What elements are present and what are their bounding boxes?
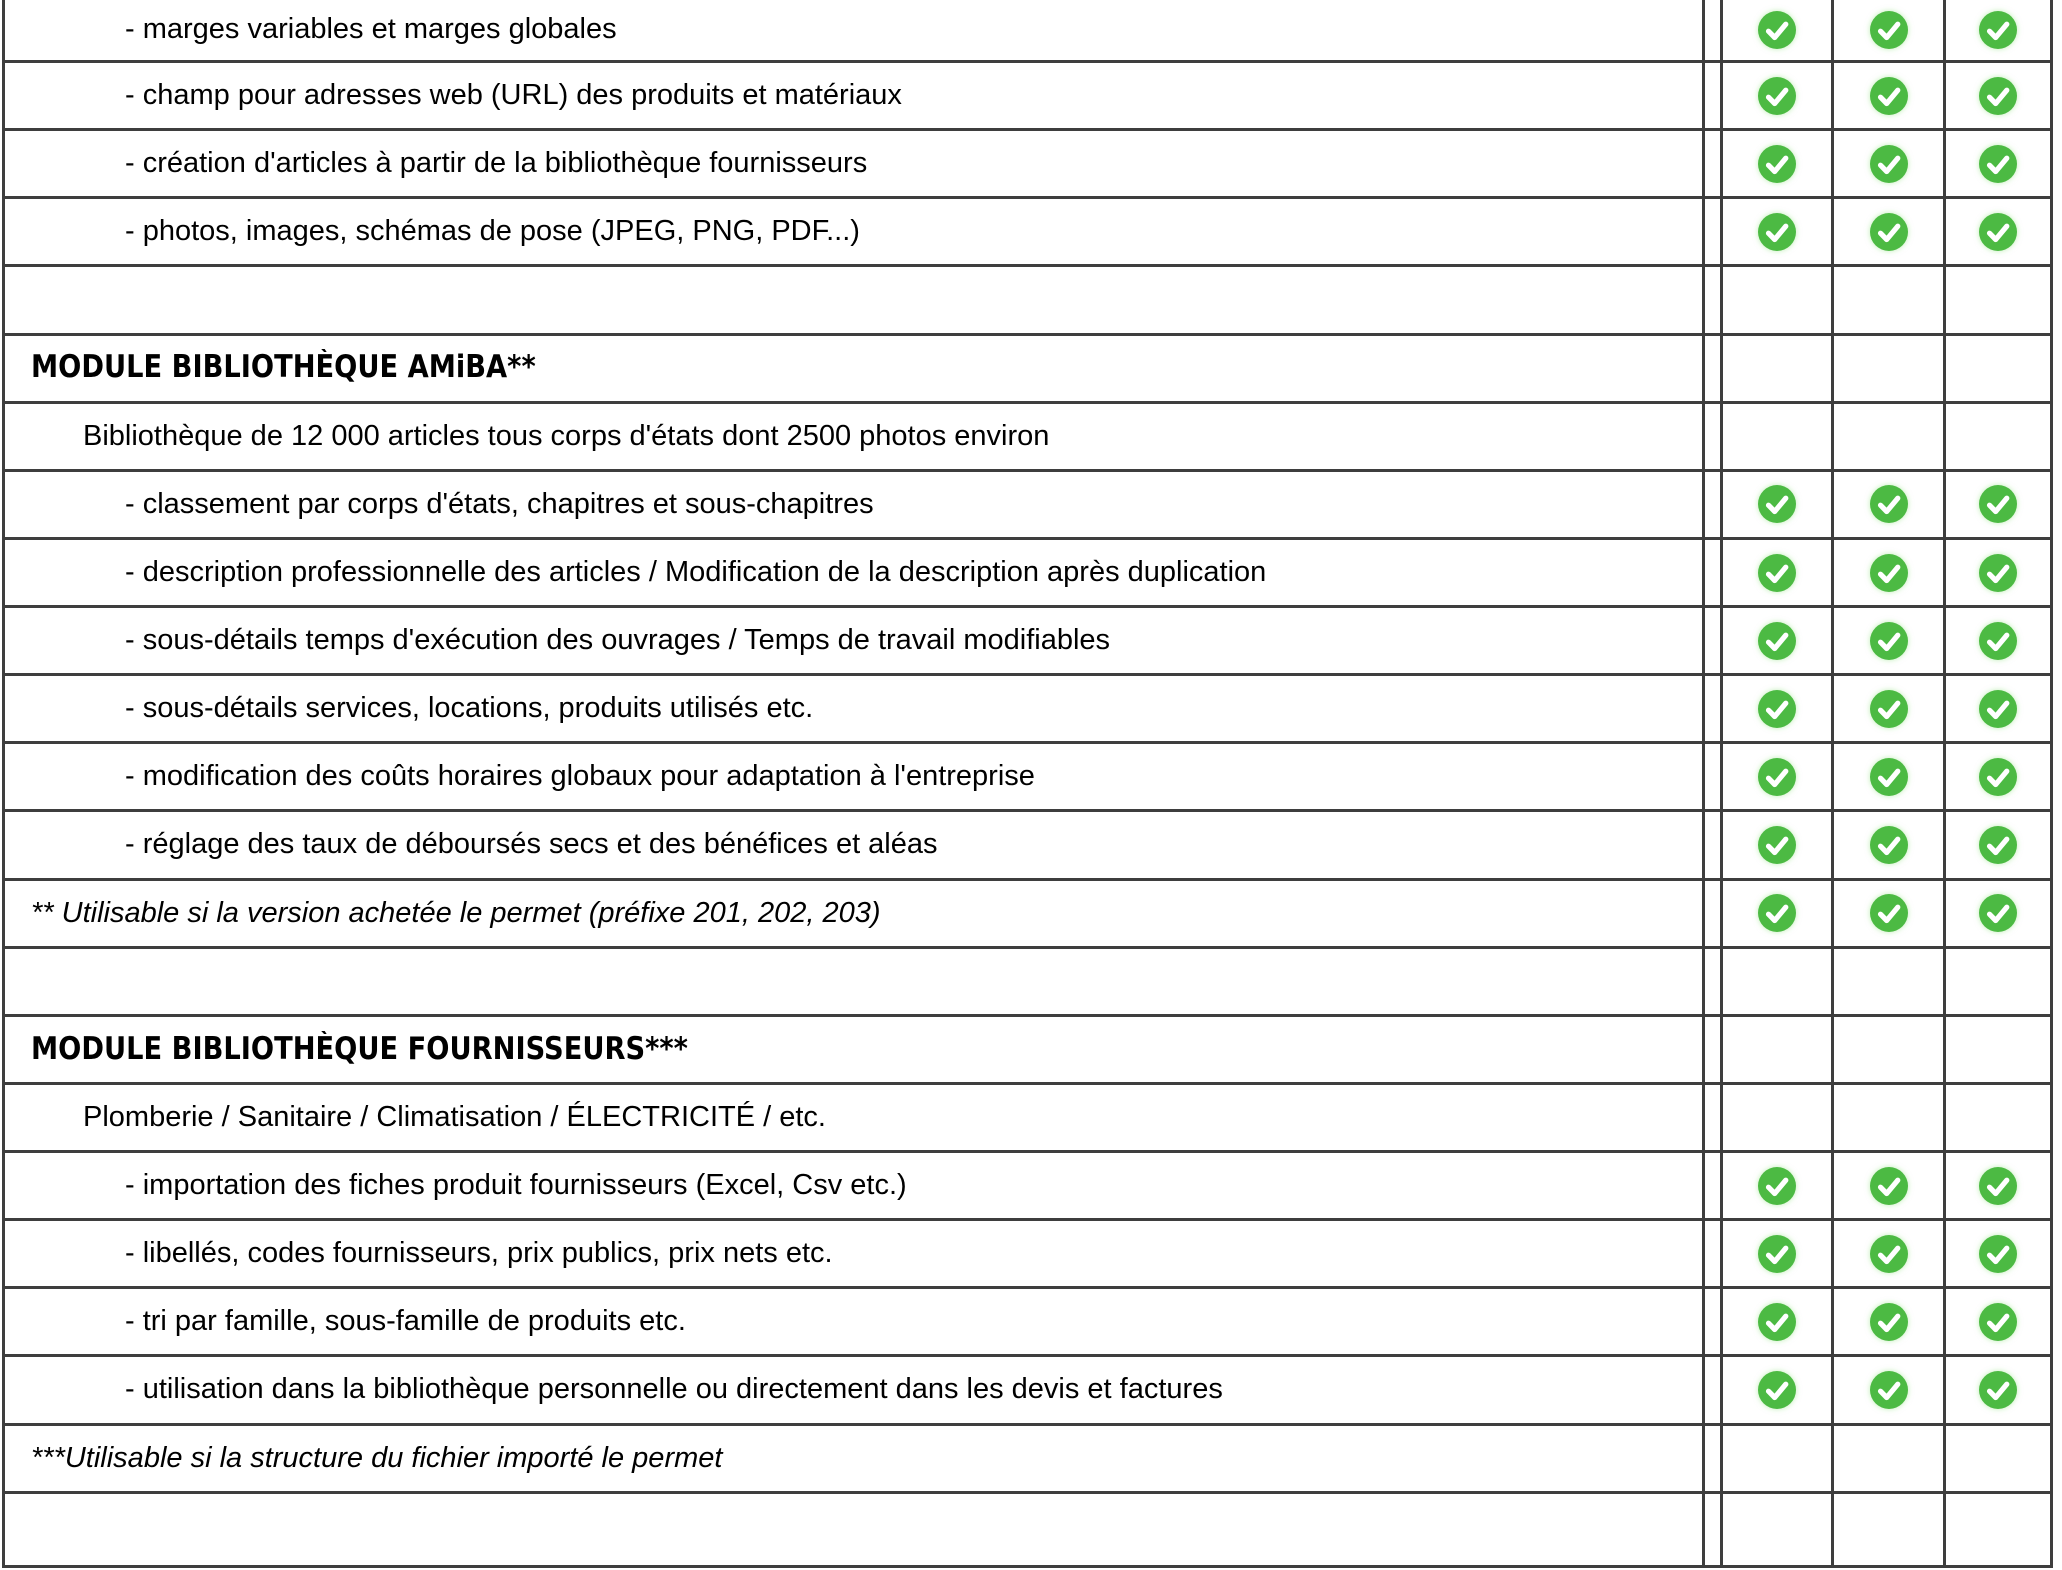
spacer-cell	[1704, 1288, 1722, 1356]
spacer-cell	[1704, 879, 1722, 947]
spacer-cell	[1704, 62, 1722, 130]
check-cell-col3	[1945, 811, 2052, 879]
check-cell-col3	[1945, 538, 2052, 606]
check-cell-col2	[1833, 198, 1945, 266]
feature-label: - sous-détails temps d'exécution des ouvrages / Temps de travail modifiables	[125, 624, 1111, 656]
check-cell-col2	[1833, 130, 1945, 198]
table-row	[4, 62, 2052, 130]
table-row	[4, 1356, 2052, 1424]
check-circle-icon	[1758, 894, 1796, 932]
spacer-cell	[1704, 743, 1722, 811]
check-circle-icon	[1979, 690, 2017, 728]
feature-label: - classement par corps d'états, chapitres et sous-chapitres	[125, 487, 874, 520]
check-cell-col2	[1833, 266, 1945, 334]
check-cell-col1	[1722, 1492, 1833, 1566]
feature-label-cell	[4, 402, 1704, 470]
feature-label-cell	[4, 1356, 1704, 1424]
check-circle-icon	[1870, 554, 1908, 592]
check-cell-col2	[1833, 1152, 1945, 1220]
check-cell-col2	[1833, 1083, 1945, 1151]
check-cell-col2	[1833, 0, 1945, 62]
check-cell-col2	[1833, 675, 1945, 743]
check-cell-col1	[1722, 0, 1833, 62]
feature-label-cell	[4, 1152, 1704, 1220]
check-circle-icon	[1870, 826, 1908, 864]
check-circle-icon	[1758, 1235, 1796, 1273]
check-cell-col3	[1945, 947, 2052, 1015]
spacer-cell	[1704, 1424, 1722, 1492]
feature-label-cell	[4, 334, 1704, 402]
check-cell-col3	[1945, 743, 2052, 811]
check-cell-col2	[1833, 743, 1945, 811]
table-row	[4, 607, 2052, 675]
check-cell-col1	[1722, 811, 1833, 879]
table-row	[4, 130, 2052, 198]
check-circle-icon	[1758, 622, 1796, 660]
check-circle-icon	[1979, 77, 2017, 115]
feature-label-cell	[4, 1083, 1704, 1151]
check-cell-col2	[1833, 470, 1945, 538]
spacer-cell	[1704, 811, 1722, 879]
check-circle-icon	[1758, 554, 1796, 592]
feature-label-cell	[4, 879, 1704, 947]
check-circle-icon	[1870, 485, 1908, 523]
feature-label-cell	[4, 743, 1704, 811]
table-row	[4, 675, 2052, 743]
feature-label: - photos, images, schémas de pose (JPEG, PNG, PDF...)	[125, 215, 860, 248]
check-circle-icon	[1870, 77, 1908, 115]
check-cell-col1	[1722, 743, 1833, 811]
feature-label-cell	[4, 1424, 1704, 1492]
feature-label-cell	[4, 198, 1704, 266]
table-row	[4, 879, 2052, 947]
feature-label-cell	[4, 266, 1704, 334]
spacer-cell	[1704, 402, 1722, 470]
feature-label-cell	[4, 538, 1704, 606]
check-circle-icon	[1758, 826, 1796, 864]
check-cell-col3	[1945, 130, 2052, 198]
check-circle-icon	[1870, 145, 1908, 183]
feature-label-cell	[4, 0, 1704, 62]
check-circle-icon	[1758, 77, 1796, 115]
table-row	[4, 266, 2052, 334]
table-row	[4, 1220, 2052, 1288]
table-row	[4, 1083, 2052, 1151]
feature-label: - création d'articles à partir de la bibliothèque fournisseurs	[125, 147, 868, 180]
check-cell-col2	[1833, 1492, 1945, 1566]
check-cell-col2	[1833, 1015, 1945, 1083]
check-circle-icon	[1870, 622, 1908, 660]
feature-label-cell	[4, 607, 1704, 675]
check-cell-col2	[1833, 538, 1945, 606]
table-row	[4, 1492, 2052, 1566]
table-row	[4, 811, 2052, 879]
table-row	[4, 1152, 2052, 1220]
check-circle-icon	[1758, 1371, 1796, 1409]
check-cell-col2	[1833, 1424, 1945, 1492]
check-cell-col3	[1945, 879, 2052, 947]
spacer-cell	[1704, 1083, 1722, 1151]
feature-label-cell	[4, 130, 1704, 198]
feature-label-cell	[4, 811, 1704, 879]
table-row	[4, 0, 2052, 62]
check-cell-col1	[1722, 1083, 1833, 1151]
feature-label: - tri par famille, sous-famille de produits etc.	[125, 1305, 686, 1338]
check-cell-col2	[1833, 607, 1945, 675]
table-row	[4, 402, 2052, 470]
check-cell-col1	[1722, 62, 1833, 130]
check-circle-icon	[1979, 622, 2017, 660]
spacer-cell	[1704, 607, 1722, 675]
check-circle-icon	[1870, 894, 1908, 932]
check-cell-col1	[1722, 1152, 1833, 1220]
check-cell-col3	[1945, 402, 2052, 470]
check-circle-icon	[1979, 554, 2017, 592]
check-circle-icon	[1758, 690, 1796, 728]
check-circle-icon	[1979, 1303, 2017, 1341]
check-cell-col1	[1722, 198, 1833, 266]
check-cell-col3	[1945, 0, 2052, 62]
table-row	[4, 1288, 2052, 1356]
check-circle-icon	[1758, 485, 1796, 523]
check-cell-col3	[1945, 266, 2052, 334]
check-circle-icon	[1758, 758, 1796, 796]
feature-label-cell	[4, 470, 1704, 538]
feature-label: - utilisation dans la bibliothèque personnelle ou directement dans les devis et factures	[125, 1373, 1223, 1406]
table-row	[4, 743, 2052, 811]
feature-label-cell	[4, 675, 1704, 743]
check-circle-icon	[1758, 1303, 1796, 1341]
check-cell-col2	[1833, 811, 1945, 879]
check-cell-col1	[1722, 947, 1833, 1015]
check-cell-col1	[1722, 470, 1833, 538]
check-cell-col3	[1945, 1083, 2052, 1151]
spacer-cell	[1704, 1492, 1722, 1566]
check-circle-icon	[1979, 826, 2017, 864]
feature-label: MODULE BIBLIOTHÈQUE FOURNISSEURS***	[31, 1030, 688, 1067]
table-row	[4, 947, 2052, 1015]
check-cell-col1	[1722, 675, 1833, 743]
feature-label: - champ pour adresses web (URL) des produits et matériaux	[125, 79, 902, 111]
table-row	[4, 470, 2052, 538]
check-circle-icon	[1758, 145, 1796, 183]
check-circle-icon	[1870, 758, 1908, 796]
check-circle-icon	[1979, 145, 2017, 183]
check-cell-col3	[1945, 198, 2052, 266]
check-circle-icon	[1979, 758, 2017, 796]
check-cell-col1	[1722, 538, 1833, 606]
table-row	[4, 538, 2052, 606]
check-cell-col2	[1833, 1356, 1945, 1424]
check-cell-col1	[1722, 1424, 1833, 1492]
check-circle-icon	[1979, 1235, 2017, 1273]
check-cell-col3	[1945, 334, 2052, 402]
feature-label: ** Utilisable si la version achetée le permet (préfixe 201, 202, 203)	[31, 896, 881, 929]
check-circle-icon	[1870, 213, 1908, 251]
check-cell-col3	[1945, 1152, 2052, 1220]
check-circle-icon	[1979, 1167, 2017, 1205]
check-cell-col2	[1833, 879, 1945, 947]
check-circle-icon	[1979, 894, 2017, 932]
spacer-cell	[1704, 198, 1722, 266]
check-circle-icon	[1979, 11, 2017, 49]
check-cell-col2	[1833, 402, 1945, 470]
spacer-cell	[1704, 470, 1722, 538]
feature-label-cell	[4, 62, 1704, 130]
feature-label: - importation des fiches produit fournisseurs (Excel, Csv etc.)	[125, 1169, 907, 1201]
feature-label: - libellés, codes fournisseurs, prix publics, prix nets etc.	[125, 1237, 833, 1270]
check-cell-col1	[1722, 266, 1833, 334]
check-cell-col3	[1945, 62, 2052, 130]
feature-label: - modification des coûts horaires globaux pour adaptation à l'entreprise	[125, 760, 1035, 793]
check-cell-col3	[1945, 607, 2052, 675]
check-cell-col3	[1945, 470, 2052, 538]
check-cell-col3	[1945, 675, 2052, 743]
check-cell-col2	[1833, 334, 1945, 402]
feature-label: - sous-détails services, locations, produits utilisés etc.	[125, 692, 814, 725]
check-circle-icon	[1758, 213, 1796, 251]
check-cell-col1	[1722, 1015, 1833, 1083]
spacer-cell	[1704, 1220, 1722, 1288]
check-cell-col3	[1945, 1015, 2052, 1083]
check-cell-col3	[1945, 1220, 2052, 1288]
feature-label-cell	[4, 1288, 1704, 1356]
check-cell-col1	[1722, 1288, 1833, 1356]
check-circle-icon	[1870, 1235, 1908, 1273]
check-cell-col1	[1722, 879, 1833, 947]
check-circle-icon	[1758, 1167, 1796, 1205]
table-row	[4, 1424, 2052, 1492]
spacer-cell	[1704, 334, 1722, 402]
spacer-cell	[1704, 266, 1722, 334]
spacer-cell	[1704, 675, 1722, 743]
check-cell-col3	[1945, 1356, 2052, 1424]
spacer-cell	[1704, 947, 1722, 1015]
spacer-cell	[1704, 1015, 1722, 1083]
check-cell-col1	[1722, 1356, 1833, 1424]
spacer-cell	[1704, 538, 1722, 606]
check-circle-icon	[1870, 690, 1908, 728]
spacer-cell	[1704, 130, 1722, 198]
check-cell-col2	[1833, 1288, 1945, 1356]
check-cell-col3	[1945, 1492, 2052, 1566]
spacer-cell	[1704, 1152, 1722, 1220]
check-cell-col1	[1722, 130, 1833, 198]
feature-label: - réglage des taux de déboursés secs et des bénéfices et aléas	[125, 828, 938, 861]
feature-label-cell	[4, 947, 1704, 1015]
check-cell-col1	[1722, 334, 1833, 402]
check-cell-col3	[1945, 1424, 2052, 1492]
check-circle-icon	[1870, 11, 1908, 49]
feature-label: Plomberie / Sanitaire / Climatisation / ÉLECTRICITÉ / etc.	[83, 1100, 826, 1133]
check-circle-icon	[1979, 213, 2017, 251]
check-cell-col2	[1833, 947, 1945, 1015]
check-cell-col1	[1722, 402, 1833, 470]
check-cell-col3	[1945, 1288, 2052, 1356]
table-body	[4, 0, 2052, 1567]
check-cell-col1	[1722, 1220, 1833, 1288]
check-circle-icon	[1870, 1303, 1908, 1341]
check-cell-col2	[1833, 62, 1945, 130]
table-row	[4, 198, 2052, 266]
feature-label: - marges variables et marges globales	[125, 12, 617, 45]
check-circle-icon	[1979, 1371, 2017, 1409]
check-circle-icon	[1758, 11, 1796, 49]
spacer-cell	[1704, 0, 1722, 62]
table-row	[4, 1015, 2052, 1083]
feature-label: ***Utilisable si la structure du fichier importé le permet	[31, 1441, 723, 1474]
spacer-cell	[1704, 1356, 1722, 1424]
check-cell-col1	[1722, 607, 1833, 675]
feature-label: - description professionnelle des articles / Modification de la description après duplication	[125, 555, 1267, 588]
feature-label-cell	[4, 1492, 1704, 1566]
feature-label: MODULE BIBLIOTHÈQUE AMiBA**	[31, 349, 536, 386]
check-circle-icon	[1870, 1167, 1908, 1205]
feature-comparison-table	[2, 0, 2053, 1568]
check-circle-icon	[1979, 485, 2017, 523]
feature-label-cell	[4, 1220, 1704, 1288]
check-circle-icon	[1870, 1371, 1908, 1409]
table-row	[4, 334, 2052, 402]
feature-label: Bibliothèque de 12 000 articles tous corps d'états dont 2500 photos environ	[83, 419, 1050, 452]
check-cell-col2	[1833, 1220, 1945, 1288]
feature-label-cell	[4, 1015, 1704, 1083]
